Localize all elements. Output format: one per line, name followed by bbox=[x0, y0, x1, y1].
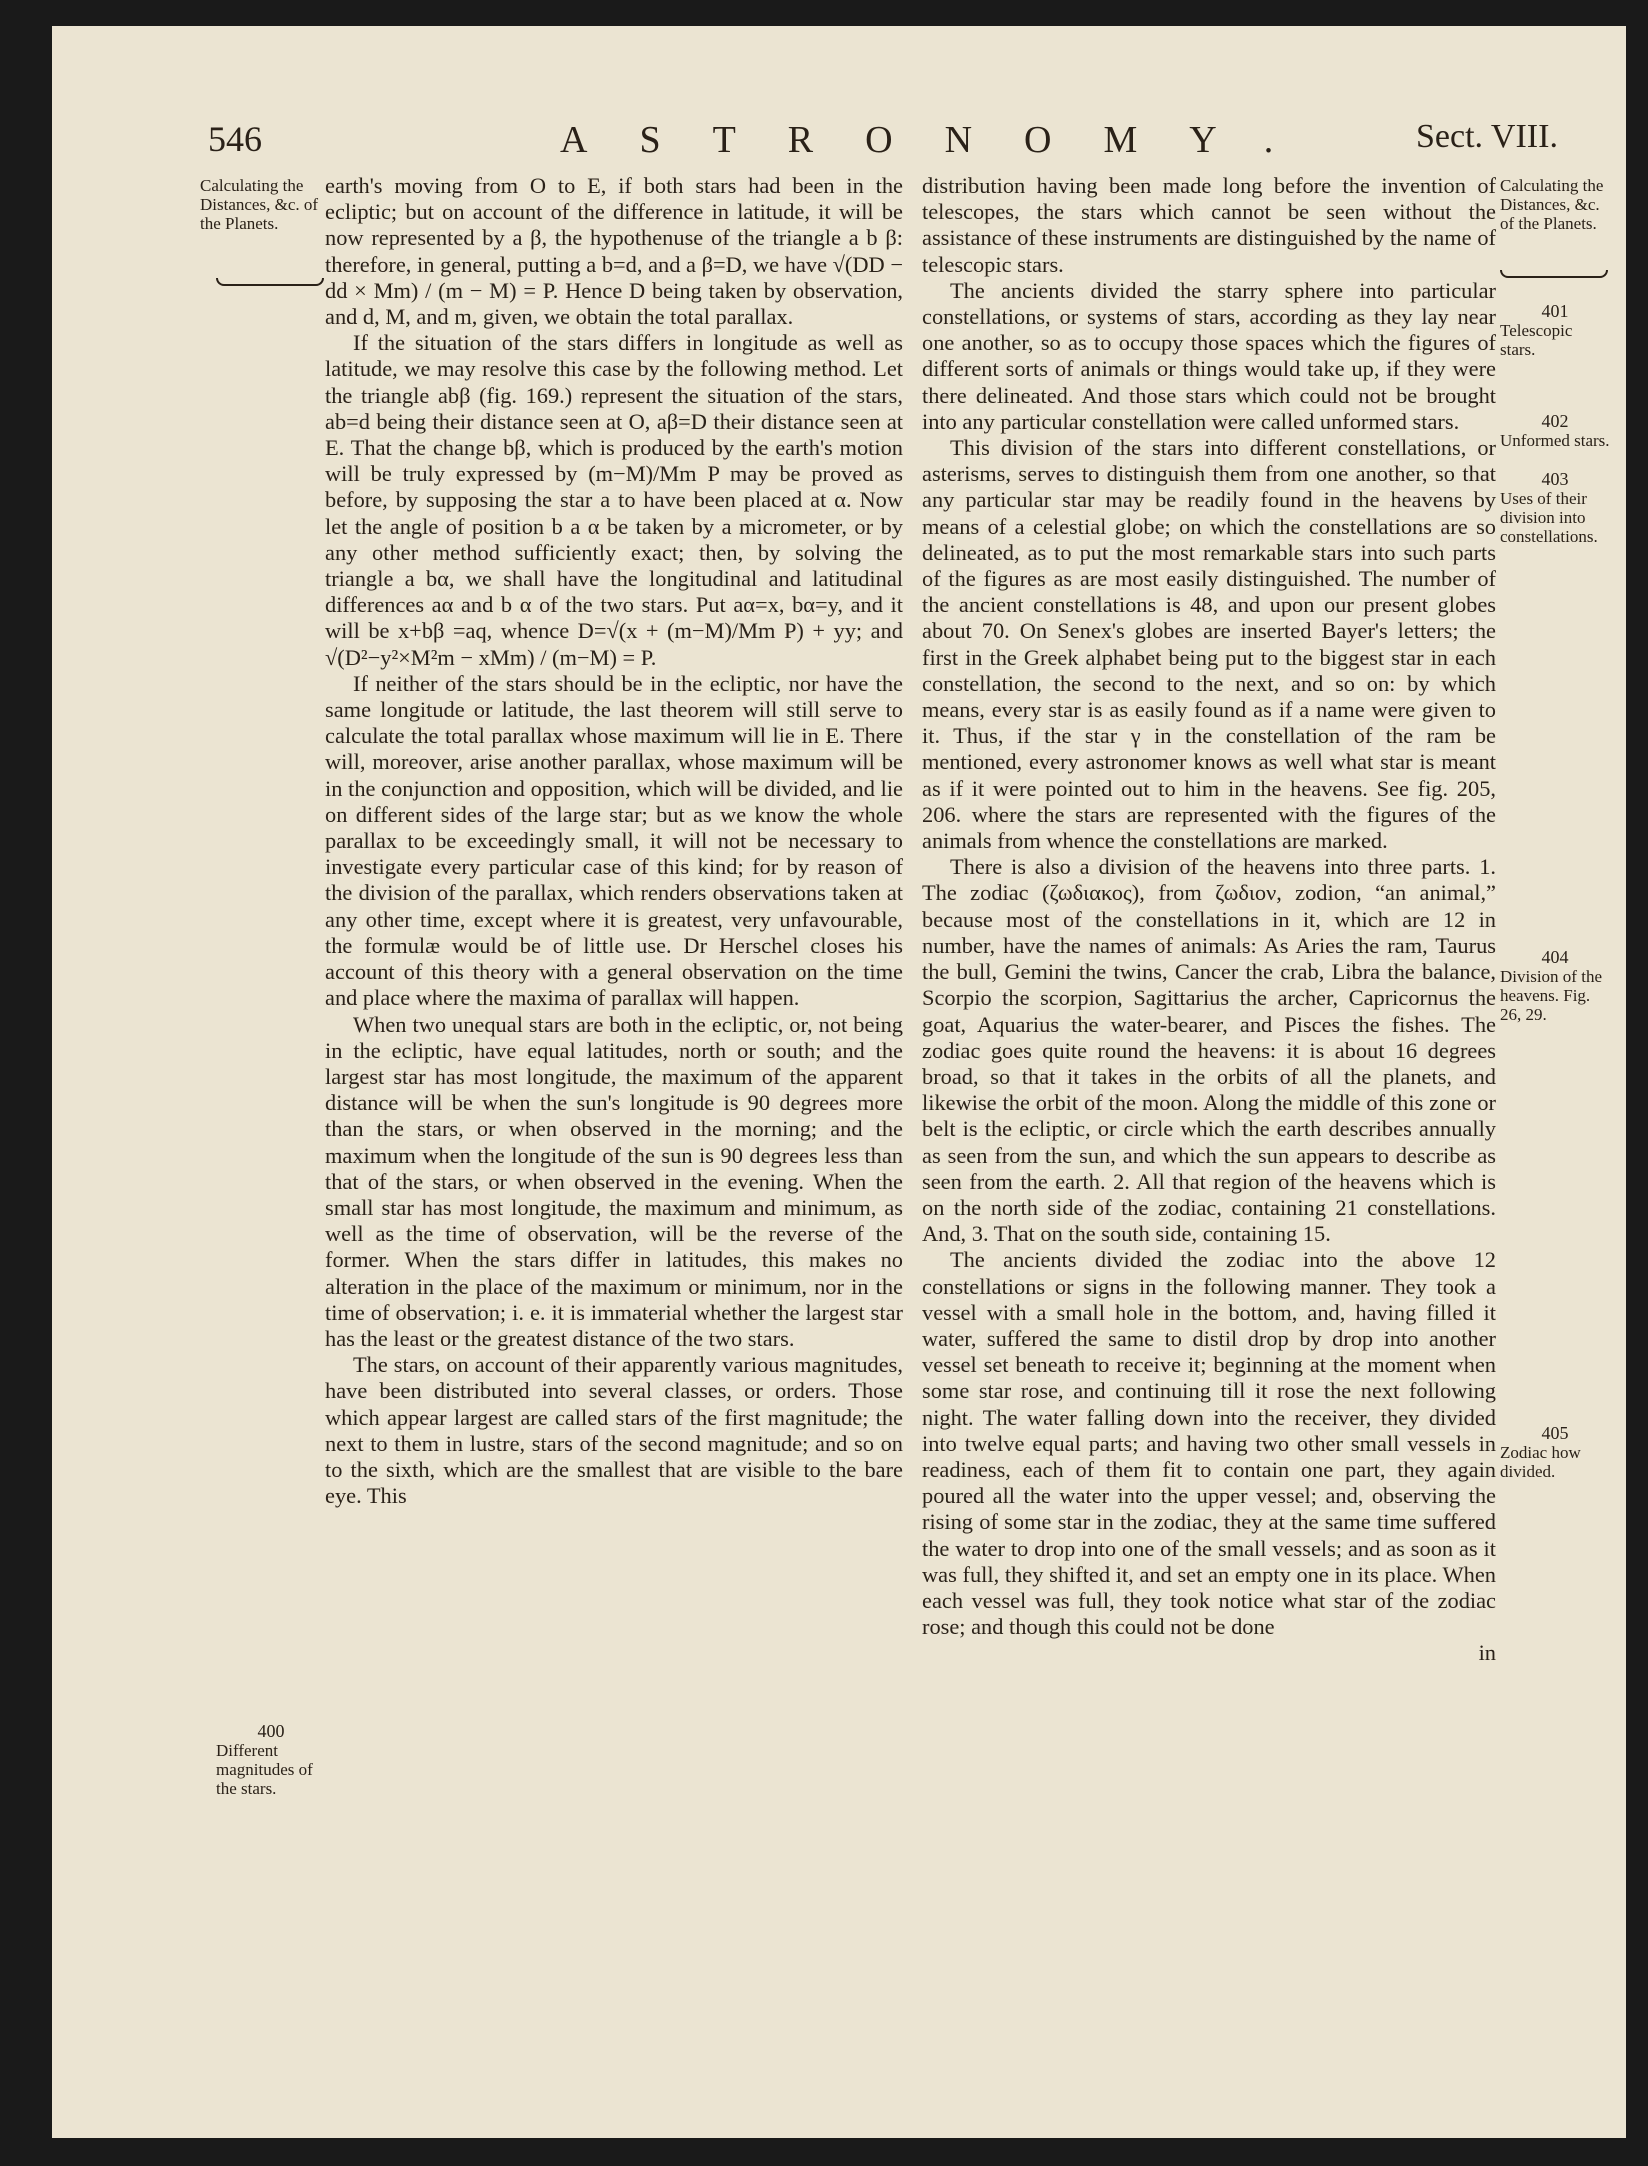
margin-note-402: 402 Unformed stars. bbox=[1500, 411, 1610, 450]
paragraph: This division of the stars into different constellations, or asterisms, serves to distinguish them from one another, so that any particular star may be readily found in the heavens by means of a celestial globe; on which the constellations are so delineated, as to put the most remarkable stars into such parts of the figures as are most easily distinguished. The number of the ancient constellations is 48, and upon our present globes about 70. On Senex's globes are inserted Bayer's letters; the first in the Greek alphabet being put to the biggest star in each constellation, the second to the next, and so on: by which means, every star is as easily found as if a name were given to it. Thus, if the star γ in the constellation of the ram be mentioned, every astronomer knows as well what star is meant as if it were pointed out to him in the heavens. See fig. 205, 206. where the stars are represented with the figures of the animals from whence the constellations are marked. bbox=[922, 435, 1496, 854]
margin-note-404: 404 Division of the heavens. Fig. 26, 29. bbox=[1500, 947, 1602, 1024]
paragraph: There is also a division of the heavens into three parts. 1. The zodiac (ζωδιακος), from ζωδιον, zodion, “an animal,” because most of the constellations in it, which are 12 in number, have the names of animals: As Aries the ram, Taurus the bull, Gemini the twins, Cancer the crab, Libra the balance, Scorpio the scorpion, Sagittarius the archer, Capricornus the goat, Aquarius the water-bearer, and Pisces the fishes. The zodiac goes quite round the heavens: it is about 16 degrees broad, so that it takes in the orbits of all the planets, and likewise the orbit of the moon. Along the middle of this zone or belt is the ecliptic, or circle which the earth describes annually as seen from the sun, and which the sun appears to describe as seen from the earth. 2. All that region of the heavens which is on the north side of the zodiac, containing 21 constellations. And, 3. That on the south side, containing 15. bbox=[922, 854, 1496, 1247]
column-left bbox=[325, 173, 903, 1509]
paragraph: distribution having been made long before the invention of telescopes, the stars which cannot be seen without the assistance of these instruments are distinguished by the name of telescopic stars. bbox=[922, 173, 1496, 277]
margin-note-401: 401 Telescopic stars. bbox=[1500, 301, 1573, 359]
paragraph: If the situation of the stars differs in longitude as well as latitude, we may resolve this case by the following method. Let the triangle abβ (fig. 169.) represent the situation of the stars, ab=d being their distance seen at O, aβ=D their distance seen at E. That the change bβ, which is produced by the earth's motion will be truly expressed by (m−M)/Mm P may be proved as before, by supposing the star a to have been placed at α. Now let the angle of position b a α be taken by a micrometer, or by any other method sufficiently exact; then, by solving the triangle a bα, we shall have the longitudinal and latitudinal differences aα and b α of the two stars. Put aα=x, bα=y, and it will be x+bβ =aq, whence D=√(x + (m−M)/Mm P) + yy; and √(D²−y²×M²m − xMm) / (m−M) = P. bbox=[325, 330, 903, 670]
margin-note-calculating-left: Calculating the Distances, &c. of the Planets. bbox=[200, 176, 319, 233]
paragraph: If neither of the stars should be in the ecliptic, nor have the same longitude or latitude, the last theorem will still serve to calculate the total parallax whose maximum will lie in E. There will, moreover, arise another parallax, whose maximum will be in the conjunction and opposition, which will be divided, and lie on different sides of the large star; but as we know the whole parallax to be exceedingly small, it will not be necessary to investigate every particular case of this kind; for by reason of the division of the parallax, which renders observations taken at any other time, except where it is greatest, very unfavourable, the formulæ would be of little use. Dr Herschel closes his account of this theory with a general observation on the time and place where the maxima of parallax will happen. bbox=[325, 670, 903, 1011]
catchword: in bbox=[1478, 1640, 1496, 1666]
page-number: 546 bbox=[208, 119, 262, 159]
margin-note-calculating-right: Calculating the Distances, &c. of the Planets. bbox=[1500, 176, 1604, 233]
margin-note-403: 403 Uses of their division into constellations. bbox=[1500, 469, 1598, 546]
section-label: Sect. VIII. bbox=[1416, 118, 1558, 155]
paragraph: The ancients divided the starry sphere into particular constellations, or systems of stars, according as they lay near one another, so as to occupy those spaces which the figures of different sorts of animals or things would take up, if they were there delineated. And those stars which could not be brought into any particular constellation were called unformed stars. bbox=[922, 277, 1496, 434]
paragraph: The ancients divided the zodiac into the above 12 constellations or signs in the following manner. They took a vessel with a small hole in the bottom, and, having filled it water, suffered the same to distil drop by drop into another vessel set beneath to receive it; beginning at the moment when some star rose, and continuing till it rose the next following night. The water falling down into the receiver, they divided into twelve equal parts; and having two other small vessels in readiness, each of them fit to contain one part, they again poured all the water into the upper vessel; and, observing the rising of some star in the zodiac, they at the same time suffered the water to drop into one of the small vessels; and as soon as it was full, they shifted it, and set an empty one in its place. When each vessel was full, they took notice what star of the zodiac rose; and though this could not be done bbox=[922, 1247, 1496, 1640]
running-title: ASTRONOMY. bbox=[560, 119, 1326, 161]
column-right bbox=[922, 173, 1496, 1667]
margin-note-405: 405 Zodiac how divided. bbox=[1500, 1423, 1581, 1481]
paragraph: When two unequal stars are both in the ecliptic, or, not being in the ecliptic, have equal latitudes, north or south; and the largest star has most longitude, the maximum of the apparent distance will be when the sun's longitude is 90 degrees more than the stars, or when observed in the morning; and the maximum when the longitude of the sun is 90 degrees less than that of the stars, or when observed in the evening. When the small star has most longitude, the maximum and minimum, as well as the time of observation, will be the reverse of the former. When the stars differ in latitudes, this makes no alteration in the place of the maximum or minimum, nor in the time of observation; i. e. it is immaterial whether the largest star has the least or the greatest distance of the two stars. bbox=[325, 1011, 903, 1351]
paragraph: earth's moving from O to E, if both stars had been in the ecliptic; but on account of the difference in latitude, it will be now represented by a β, the hypothenuse of the triangle a b β: therefore, in general, putting a b=d, and a β=D, we have √(DD − dd × Mm) / (m − M) = P. Hence D being taken by observation, and d, M, and m, given, we obtain the total parallax. bbox=[325, 173, 903, 330]
paragraph: The stars, on account of their apparently various magnitudes, have been distributed into several classes, or orders. Those which appear largest are called stars of the first magnitude; the next to them in lustre, stars of the second magnitude; and so on to the sixth, which are the smallest that are visible to the bare eye. This bbox=[325, 1352, 903, 1509]
margin-note-400: 400 Different magnitudes of the stars. bbox=[216, 1721, 313, 1798]
brace-right-ornament bbox=[1500, 270, 1608, 278]
brace-left-ornament bbox=[216, 278, 324, 286]
